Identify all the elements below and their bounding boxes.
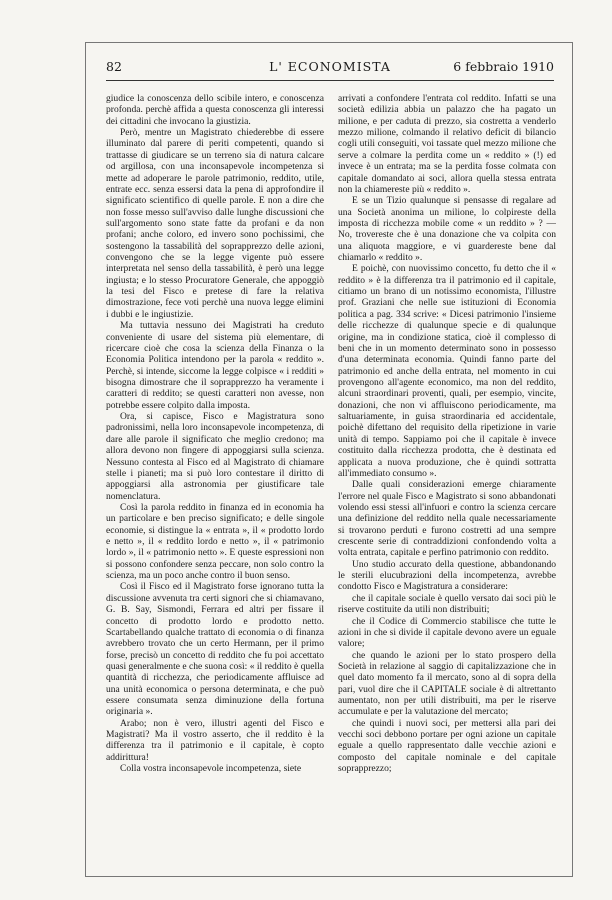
paragraph: Ora, si capisce, Fisco e Magistratura sono padronissimi, nella loro inconsapevole incompetenza, di dare alle parole il significato che meglio credono; ma allora devono non fingere di appoggiarsi sulla scienza. Nessuno contesta al Fisco ed al Magistrato di chiamare stelle i pianeti; ma si può loro contestare il diritto di appoggiarsi alla astronomia per giustificare tale nomenclatura. xyxy=(106,411,324,502)
paragraph: che quindi i nuovi soci, per mettersi alla pari dei vecchi soci debbono portare per ogni azione un capitale eguale a quello rappresentato dalle vecchie azioni e composto del capitale nominale e del capitale soprapprezzo; xyxy=(338,717,556,775)
paragraph: Uno studio accurato della questione, abbandonando le sterili elucubrazioni della incompetenza, avrebbe condotto Fisco e Magistratura a considerare: xyxy=(338,558,556,593)
right-column xyxy=(338,93,556,873)
paragraph: Colla vostra inconsapevole incompetenza, siete xyxy=(120,763,302,775)
page-number: 82 xyxy=(106,59,122,74)
paragraph: Arabo; non è vero, illustri agenti del Fisco e Magistrati? Ma il vostro asserto, che il reddito è la differenza tra il patrimonio e il capitale, è copto addirittura! xyxy=(106,717,324,763)
paragraph: che il Codice di Commercio stabilisce che tutte le azioni in che si divide il capitale devono avere un eguale valore; xyxy=(338,615,556,650)
paragraph: che quando le azioni per lo stato prospero della Società in relazione al saggio di capitalizzazione che in quel dato momento fa il mercato, sono al di sopra della pari, vuol dire che il CAPITALE sociale è di altrettanto aumentato, non per utili distribuiti, ma per le riserve accumulate e per la valutazione del mercato; xyxy=(338,649,556,718)
left-column xyxy=(106,93,324,873)
paragraph: Così il Fisco ed il Magistrato forse ignorano tutta la discussione avvenuta tra certi signori che si chiamavano, G. B. Say, Sismondi, Ferrara ed altri per fissare il concetto di prodotto lordo e prodotto netto. Scartabellando qualche trattato di economia o di finanza avrebbero trovato che un certo Hermann, per il primo forse, precisò un concetto di reddito che fu poi accettato quasi generalmente e che suona così: « il reddito è quella quantità di ricchezza, che periodicamente affluisce ad una unità economica o persona determinata, e che può essere consumata senza diminuzione della fortuna originaria ». xyxy=(106,581,324,718)
paragraph: E poichè, con nuovissimo concetto, fu detto che il « reddito » è la differenza tra il patrimonio ed il capitale, citiamo un brano di un notissimo economista, l'illustre prof. Graziani che nelle sue istituzioni di Economia politica a pag. 334 scrive: « Dicesi patrimonio l'insieme delle ricchezze di qualunque specie e di qualunque origine, ma in condizione statica, cioè il complesso di beni che in un momento determinato sono in possesso d'una determinata economia. Quindi fanno parte del patrimonio ed anche della entrata, nel momento in cui provengono all'agente economico, ma non del reddito, alcuni straordinari proventi, quali, per esempio, vincite, donazioni, che non vi affluiscono periodicamente, ma saltuariamente, in guisa straordinaria ed accidentale, poichè difettano del requisito della ripetizione in varie unità di tempo. Sappiamo poi che il capitale è invece costituito dalla ricchezza prodotta, che è destinata ed applicata a nuova produzione, che è quindi sottratta all'immediato consumo ». xyxy=(338,263,556,479)
paragraph: Dalle quali considerazioni emerge chiaramente l'errore nel quale Fisco e Magistrato si sono abbandonati volendo essi stessi all'infuori e contro la scienza cercare una definizione del reddito nella quale necessariamente si trovarono perduti e furono costretti ad una sempre crescente serie di contraddizioni confondendo volta a volta entrata, capitale e perfino patrimonio con reddito. xyxy=(338,479,556,559)
paragraph: Però, mentre un Magistrato chiederebbe di essere illuminato dal parere di periti competenti, quando si trattasse di giudicare se un terreno sia di natura calcare od argillosa, con una inconsapevole incompetenza si mette ad adoperare le parole patrimonio, reddito, utile, entrate ecc. senza essersi data la pena di approfondire il significato scientifico di quelle parole. E non a dire che non fosse messo sull'avviso dalle lunghe discussioni che sull'argomento sono state fatte da profani e da non profani; anche coloro, ed invero sono pochissimi, che sostengono la tassabilità del soprapprezzo delle azioni, convengono che se la legge vigente può essere interpretata nel senso della tassabilità, è però una legge ingiusta; e lo stesso Procuratore Generale, che appoggiò la tesi del Fisco e pretese di fare la relativa dimostrazione, fece voti perchè una nuova legge elimini i dubbi e le ingiustizie. xyxy=(106,127,324,320)
paragraph: arrivati a confondere l'entrata col reddito. Infatti se una società edilizia abbia un palazzo che ha pagato un milione, e per caduta di prezzo, sia costretta a venderlo mezzo milione, colmando il relativo deficit di bilancio cogli utili conseguiti, voi tassate quel mezzo milione che serve a colmare la perdita come un « reddito » (!) ed invece è un entrata; ma se la perdita fosse colmata con capitale domandato ai soci, allora quella stessa entrata non la chiamereste più « reddito ». xyxy=(338,93,556,195)
page-header xyxy=(106,55,554,79)
header-rule xyxy=(106,80,554,81)
paragraph: che il capitale sociale è quello versato dai soci più le riserve costituite da utili non distribuiti; xyxy=(338,592,556,616)
paragraph: E se un Tizio qualunque si pensasse di regalare ad una Società anonima un milione, lo colpireste della imposta di ricchezza mobile come « un reddito » ? — No, trovereste che è una donazione che va colpita con una aliquota maggiore, e vi guardereste bene dal chiamarlo « reddito ». xyxy=(338,195,556,264)
paragraph: Così la parola reddito in finanza ed in economia ha un particolare e ben preciso significato; e delle singole economie, si distingue la « entrata », il « prodotto lordo e netto », il « reddito lordo e netto », il « patrimonio lordo », il « patrimonio netto ». E queste espressioni non si possono confondere senza peccare, non solo contro la scienza, ma un poco anche contro il buon senso. xyxy=(106,501,324,582)
journal-title: L' ECONOMISTA xyxy=(269,59,391,74)
issue-date: 6 febbraio 1910 xyxy=(453,59,554,74)
paragraph: Ma tuttavia nessuno dei Magistrati ha creduto conveniente di usare del sistema più elementare, di ricercare cioè che cosa la scienza della Finanza o la Economia Politica intendono per la parola « reddito ». Perchè, si intende, siccome la legge colpisce « i redditi » bisogna dimostrare che il soprapprezzo ha veramente i caratteri di reddito; se questi caratteri non avesse, non potrebbe essere colpito dalla imposta. xyxy=(106,320,324,411)
paragraph: giudice la conoscenza dello scibile intero, e conoscenza profonda. perchè affida a questa conoscenza gli interessi dei cittadini che invocano la giustizia. xyxy=(106,93,324,127)
